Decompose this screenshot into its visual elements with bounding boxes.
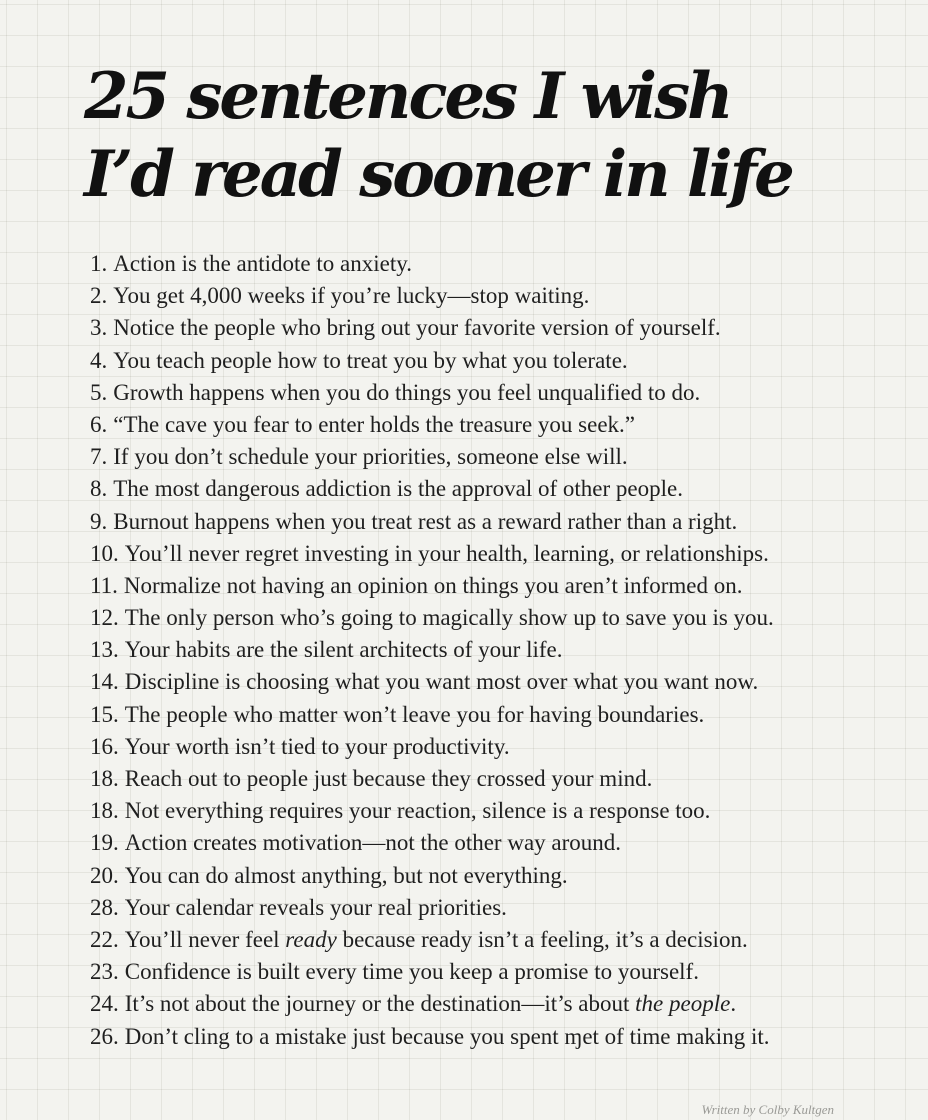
item-text: Your calendar reveals your real priorities. xyxy=(124,894,507,920)
item-number: 28. xyxy=(90,894,119,920)
list-item xyxy=(90,956,910,988)
list-item xyxy=(90,763,910,795)
item-number: 9. xyxy=(90,508,108,534)
item-text: Normalize not having an opinion on things you aren’t informed on. xyxy=(123,572,743,598)
list-item xyxy=(90,538,910,570)
item-text: Notice the people who bring out your favorite version of yourself. xyxy=(113,315,721,341)
list-item xyxy=(90,280,910,312)
item-number: 19. xyxy=(90,830,119,856)
item-text xyxy=(125,988,736,1020)
item-text: Action creates motivation—not the other way around. xyxy=(124,830,622,856)
item-number: 11. xyxy=(90,572,118,598)
item-text: Reach out to people just because they crossed your mind. xyxy=(124,766,653,791)
item-text: The most dangerous addiction is the approval of other people. xyxy=(113,476,683,502)
sentence-list xyxy=(90,248,910,1053)
page-title xyxy=(84,58,904,214)
list-item xyxy=(90,924,910,956)
item-text: Confidence is built every time you keep a promise to yourself. xyxy=(124,959,699,985)
list-item xyxy=(90,988,910,1020)
item-number: 24. xyxy=(90,991,119,1017)
item-text-end: . xyxy=(730,991,737,1017)
item-text-end: because ready isn’t a feeling, it’s a decision. xyxy=(336,926,748,952)
item-text: Your worth isn’t tied to your productivity. xyxy=(124,733,510,759)
item-text-emphasis: the people xyxy=(635,991,731,1017)
list-item xyxy=(90,441,910,473)
list-item xyxy=(90,377,910,409)
item-number: 18. xyxy=(90,798,119,824)
list-item xyxy=(90,473,910,505)
title-line-1: 25 sentences I wish xyxy=(84,59,731,134)
item-text-start: It’s not about the journey or the destination—it’s about xyxy=(124,991,636,1017)
item-text: You teach people how to treat you by what you tolerate. xyxy=(113,347,628,373)
list-item xyxy=(90,634,910,666)
item-number: 4. xyxy=(90,347,108,373)
item-number: 18. xyxy=(90,766,119,791)
list-item xyxy=(90,506,910,538)
item-text: Action is the antidote to anxiety. xyxy=(113,251,412,276)
item-number: 7. xyxy=(90,444,108,470)
item-text-start: You’ll never feel xyxy=(124,926,286,952)
item-number: 15. xyxy=(90,701,119,727)
item-text: Don’t cling to a mistake just because you spent ɱet of time making it. xyxy=(124,1023,770,1049)
list-item xyxy=(90,602,910,634)
item-number: 26. xyxy=(90,1023,119,1049)
item-text: You can do almost anything, but not everything. xyxy=(124,862,568,888)
item-number: 3. xyxy=(90,315,108,341)
list-item xyxy=(90,795,910,827)
item-text: The people who matter won’t leave you for having boundaries. xyxy=(124,701,705,727)
item-number: 22. xyxy=(90,926,119,952)
item-text: You get 4,000 weeks if you’re lucky—stop waiting. xyxy=(113,283,590,309)
item-number: 6. xyxy=(90,411,108,437)
item-number: 8. xyxy=(90,476,108,502)
item-text: Your habits are the silent architects of your life. xyxy=(124,637,563,663)
list-item xyxy=(90,860,910,892)
item-number: 2. xyxy=(90,283,108,309)
item-text: The only person who’s going to magically show up to save you is you. xyxy=(124,605,774,631)
item-number: 12. xyxy=(90,605,119,631)
item-text: Discipline is choosing what you want most over what you want now. xyxy=(124,669,759,695)
item-text: Not everything requires your reaction, silence is a response too. xyxy=(124,798,711,824)
title-line-2: I’d read sooner in life xyxy=(84,137,792,212)
list-item xyxy=(90,892,910,924)
item-number: 10. xyxy=(90,540,119,566)
list-item xyxy=(90,570,910,602)
item-text: Growth happens when you do things you feel unqualified to do. xyxy=(113,379,701,405)
list-item xyxy=(90,699,910,731)
list-item xyxy=(90,345,910,377)
list-item xyxy=(90,248,910,280)
author-credit: Written by Colby Kultgen xyxy=(701,1102,834,1117)
item-number: 1. xyxy=(90,251,108,276)
list-item xyxy=(90,731,910,763)
item-text-emphasis: ready xyxy=(285,926,337,952)
item-text: “The cave you fear to enter holds the treasure you seek.” xyxy=(113,411,635,437)
item-number: 20. xyxy=(90,862,119,888)
list-item xyxy=(90,409,910,441)
item-text: If you don’t schedule your priorities, someone else will. xyxy=(113,444,628,470)
item-number: 16. xyxy=(90,733,119,759)
item-number: 14. xyxy=(90,669,119,695)
item-text xyxy=(125,924,748,956)
item-number: 23. xyxy=(90,959,119,985)
item-text: Burnout happens when you treat rest as a reward rather than a right. xyxy=(113,508,738,534)
list-item xyxy=(90,312,910,344)
item-text: You’ll never regret investing in your health, learning, or relationships. xyxy=(124,540,769,566)
item-number: 13. xyxy=(90,637,119,663)
list-item xyxy=(90,827,910,859)
item-number: 5. xyxy=(90,379,108,405)
list-item xyxy=(90,666,910,698)
list-item xyxy=(90,1021,910,1053)
